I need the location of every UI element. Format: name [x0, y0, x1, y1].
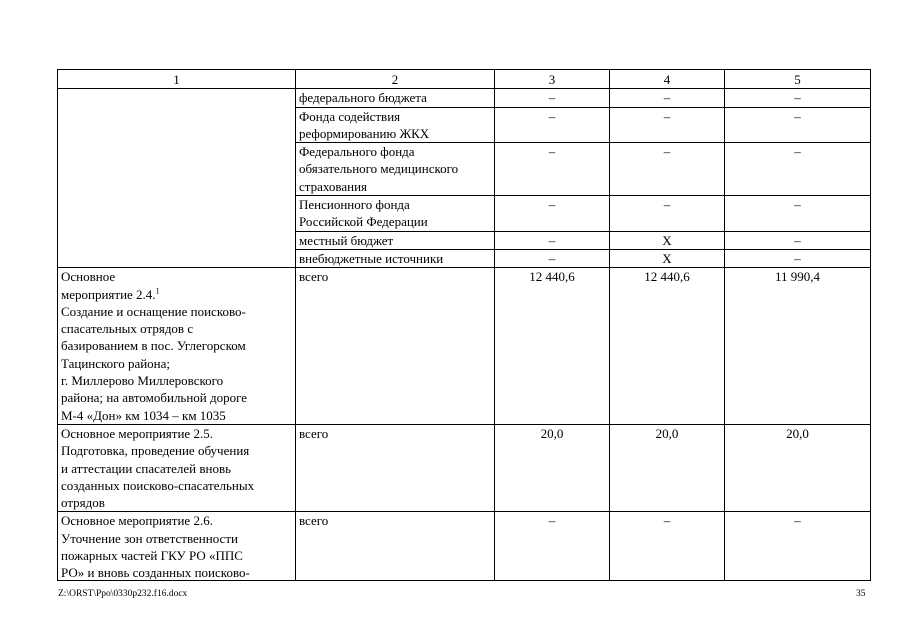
header-cell-3: 3 [495, 70, 610, 89]
header-cell-4: 4 [610, 70, 725, 89]
footer-file-path: Z:\ORST\Ppo\0330p232.f16.docx [58, 589, 188, 599]
value-cell-col5: – [725, 231, 871, 249]
source-cell: всего [296, 512, 495, 581]
value-cell-col4: X [610, 249, 725, 267]
source-cell: всего [296, 268, 495, 425]
source-cell: всего [296, 424, 495, 511]
value-cell-col4: – [610, 512, 725, 581]
page-number: 35 [856, 589, 866, 599]
source-cell: Федерального фонда обязательного медицинского страхования [296, 143, 495, 196]
value-cell-col5: – [725, 196, 871, 232]
value-cell-col4: 12 440,6 [610, 268, 725, 425]
value-cell-col3: – [495, 196, 610, 232]
value-cell-col4: – [610, 196, 725, 232]
value-cell-col5: 20,0 [725, 424, 871, 511]
value-cell-col5: – [725, 143, 871, 196]
table-row [58, 424, 871, 511]
source-cell: внебюджетные источники [296, 249, 495, 267]
value-cell-col5: – [725, 107, 871, 143]
header-cell-1: 1 [58, 70, 296, 89]
value-cell-col3: – [495, 512, 610, 581]
value-cell-col4: – [610, 107, 725, 143]
source-cell: местный бюджет [296, 231, 495, 249]
activity-cell: Основное мероприятие 2.4.$^1$ Создание и оснащение поисково- спасательных отрядов с базированием в пос. Углегорском Тацинского района; г. Миллерово Миллеровского района; на автомобильной дороге М-4 «Дон» км 1034 – км 1035 [58, 268, 296, 425]
activity-cell: Основное мероприятие 2.6. Уточнение зон ответственности пожарных частей ГКУ РО «ППС РО» и вновь созданных поисково- [58, 512, 296, 581]
value-cell-col3: – [495, 143, 610, 196]
value-cell-col3: – [495, 231, 610, 249]
value-cell-col3: – [495, 89, 610, 107]
table-header-row [58, 70, 871, 89]
header-cell-5: 5 [725, 70, 871, 89]
source-cell: Фонда содействия реформированию ЖКХ [296, 107, 495, 143]
blank-col1-cell [58, 89, 296, 268]
activity-cell: Основное мероприятие 2.5. Подготовка, проведение обучения и аттестации спасателей вновь созданных поисково-спасательных отрядов [58, 424, 296, 511]
value-cell-col4: – [610, 89, 725, 107]
value-cell-col4: 20,0 [610, 424, 725, 511]
value-cell-col5: – [725, 89, 871, 107]
source-cell: Пенсионного фонда Российской Федерации [296, 196, 495, 232]
table-row [58, 512, 871, 581]
source-cell: федерального бюджета [296, 89, 495, 107]
value-cell-col3: 20,0 [495, 424, 610, 511]
value-cell-col5: – [725, 249, 871, 267]
value-cell-col3: – [495, 107, 610, 143]
header-cell-2: 2 [296, 70, 495, 89]
budget-table [57, 69, 871, 581]
value-cell-col5: – [725, 512, 871, 581]
value-cell-col4: X [610, 231, 725, 249]
value-cell-col4: – [610, 143, 725, 196]
table-row [58, 89, 871, 107]
value-cell-col5: 11 990,4 [725, 268, 871, 425]
value-cell-col3: 12 440,6 [495, 268, 610, 425]
value-cell-col3: – [495, 249, 610, 267]
table-row [58, 268, 871, 425]
